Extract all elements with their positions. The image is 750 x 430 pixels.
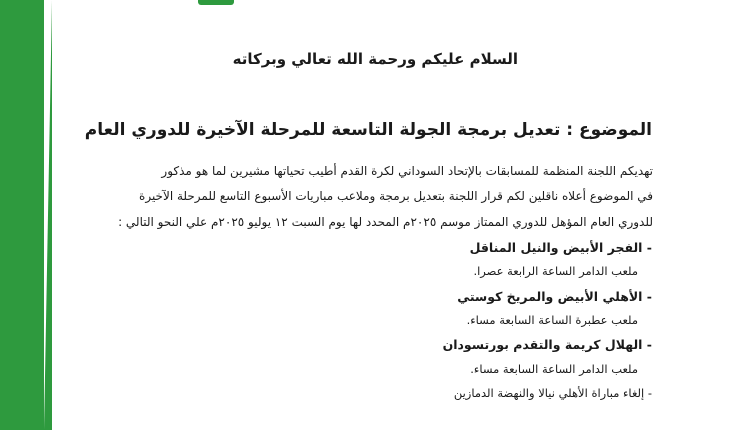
match-teams: - الفجر الأبيض والنيل المناقل	[469, 240, 652, 255]
match-teams: - الأهلي الأبيض والمريخ كوستي	[457, 289, 652, 304]
match-teams: - الهلال كريمة والتقدم بورتسودان	[442, 337, 652, 352]
match-venue: ملعب عطبرة الساعة السابعة مساء.	[466, 313, 638, 327]
match-venue: ملعب الدامر الساعة الرابعة عصرا.	[473, 264, 638, 278]
letter-document	[60, 0, 750, 430]
cancellation-note: - إلغاء مباراة الأهلي نيالا والنهضة الدمازين	[453, 386, 652, 400]
subject-line: الموضوع : تعديل برمجة الجولة التاسعة للمرحلة الآخيرة للدوري العام	[84, 120, 652, 140]
match-venue: ملعب الدامر الساعة السابعة مساء.	[470, 362, 638, 376]
body-line: تهديكم اللجنة المنظمة للمسابقات بالإتحاد السوداني لكرة القدم أطيب تحياتها مشيرين لما هو مذكور	[161, 164, 653, 178]
body-line: في الموضوع أعلاه ناقلين لكم قرار اللجنة بتعديل برمجة وملاعب مباريات الأسبوع التاسع للمرحلة الآخيرة	[139, 189, 653, 203]
greeting-line: السلام عليكم ورحمة الله تعالي وبركاته	[232, 50, 518, 68]
body-line: للدوري العام المؤهل للدوري الممتاز موسم ٢٠٢٥م المحدد لها يوم السبت ١٢ يوليو ٢٠٢٥م علي النحو التالي :	[118, 215, 653, 229]
letterhead-band-edge	[44, 0, 52, 430]
